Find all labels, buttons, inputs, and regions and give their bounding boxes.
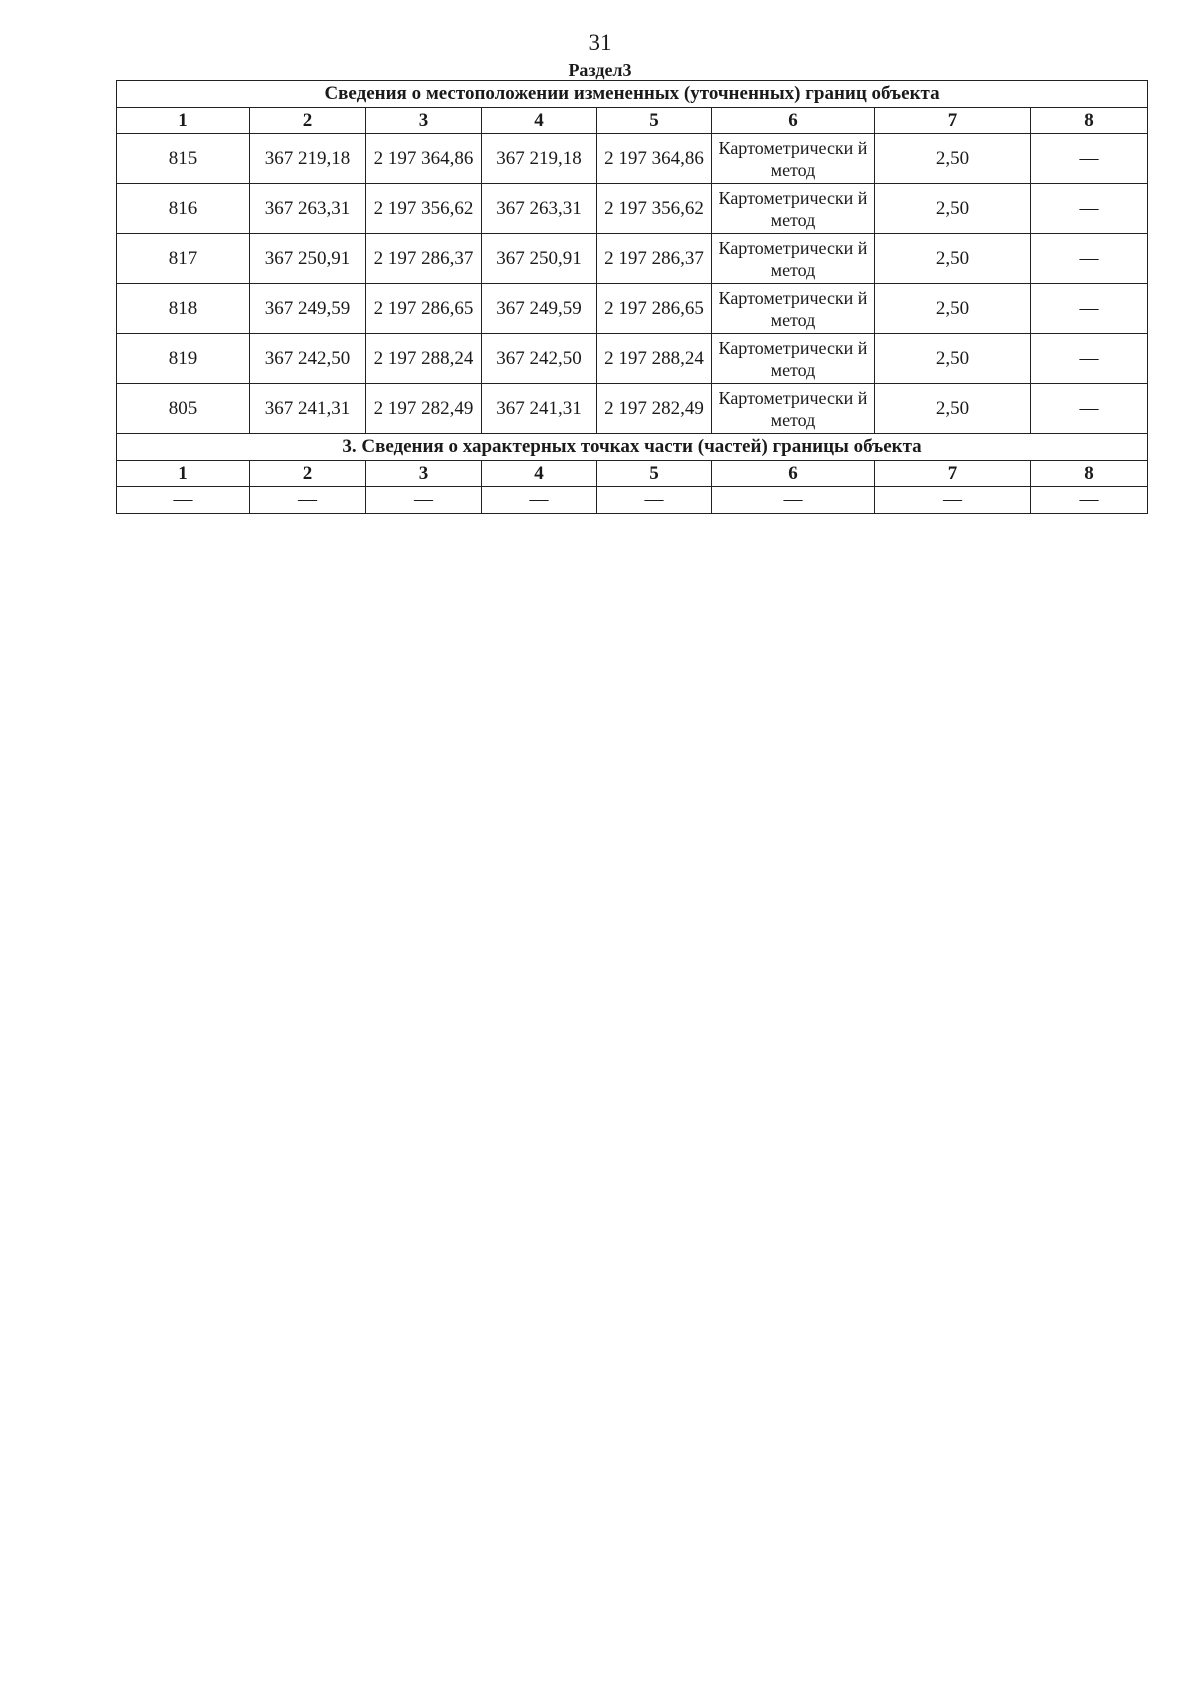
table-cell: Картометрически й метод <box>712 334 875 384</box>
table-cell: — <box>117 487 250 514</box>
table-cell: 367 250,91 <box>482 234 597 284</box>
table-row <box>117 284 1148 334</box>
table-cell: 2 197 288,24 <box>366 334 482 384</box>
table-cell: — <box>250 487 366 514</box>
table-cell: 816 <box>117 184 250 234</box>
part-table-title-cell: 3. Сведения о характерных точках части (частей) границы объекта <box>117 434 1148 461</box>
column-header: 1 <box>117 461 250 487</box>
table-cell: — <box>875 487 1031 514</box>
table-title-cell: Сведения о местоположении измененных (уточненных) границ объекта <box>117 81 1148 108</box>
table-cell: Картометрически й метод <box>712 134 875 184</box>
section-title: Раздел3 <box>568 60 632 80</box>
table-cell: 2 197 286,37 <box>597 234 712 284</box>
boundary-table <box>116 80 1148 514</box>
column-header: 1 <box>117 108 250 134</box>
table-cell: Картометрически й метод <box>712 384 875 434</box>
table-row <box>117 487 1148 514</box>
column-header: 8 <box>1031 108 1148 134</box>
table-row <box>117 384 1148 434</box>
table-cell: 2 197 282,49 <box>366 384 482 434</box>
column-header: 5 <box>597 108 712 134</box>
table-cell: 367 242,50 <box>250 334 366 384</box>
page-number: 31 <box>588 30 612 55</box>
table-cell: 819 <box>117 334 250 384</box>
column-header: 7 <box>875 461 1031 487</box>
column-header: 7 <box>875 108 1031 134</box>
table-cell: 367 219,18 <box>482 134 597 184</box>
table-cell: — <box>1031 284 1148 334</box>
table-cell: 367 219,18 <box>250 134 366 184</box>
table-cell: 2 197 356,62 <box>366 184 482 234</box>
table-cell: — <box>1031 184 1148 234</box>
column-header: 2 <box>250 108 366 134</box>
column-header: 3 <box>366 108 482 134</box>
table-cell: — <box>1031 487 1148 514</box>
table-cell: 2 197 356,62 <box>597 184 712 234</box>
table-title <box>117 81 1148 108</box>
table-cell: — <box>1031 234 1148 284</box>
table-cell: 805 <box>117 384 250 434</box>
table-row <box>117 334 1148 384</box>
column-header: 6 <box>712 108 875 134</box>
table-cell: 367 250,91 <box>250 234 366 284</box>
table-cell: — <box>1031 334 1148 384</box>
column-header: 8 <box>1031 461 1148 487</box>
table-cell: 2,50 <box>875 284 1031 334</box>
table-cell: 367 241,31 <box>250 384 366 434</box>
table-row <box>117 184 1148 234</box>
table-cell: 2 197 288,24 <box>597 334 712 384</box>
table-cell: — <box>366 487 482 514</box>
table-cell: 2 197 282,49 <box>597 384 712 434</box>
table-cell: Картометрически й метод <box>712 284 875 334</box>
table-cell: 2 197 286,37 <box>366 234 482 284</box>
table-cell: 2 197 286,65 <box>366 284 482 334</box>
column-header: 3 <box>366 461 482 487</box>
table-cell: — <box>597 487 712 514</box>
table-cell: 367 263,31 <box>250 184 366 234</box>
part-header-row <box>117 461 1148 487</box>
header-row <box>117 108 1148 134</box>
table-cell: 818 <box>117 284 250 334</box>
table-cell: — <box>1031 384 1148 434</box>
table-cell: Картометрически й метод <box>712 234 875 284</box>
table-cell: 817 <box>117 234 250 284</box>
table-cell: — <box>712 487 875 514</box>
table-cell: 2 197 364,86 <box>366 134 482 184</box>
table-cell: 367 242,50 <box>482 334 597 384</box>
table-cell: 815 <box>117 134 250 184</box>
table-cell: 367 249,59 <box>482 284 597 334</box>
column-header: 4 <box>482 108 597 134</box>
table-cell: — <box>482 487 597 514</box>
table-cell: 2,50 <box>875 134 1031 184</box>
table-cell: — <box>1031 134 1148 184</box>
column-header: 5 <box>597 461 712 487</box>
table-row <box>117 234 1148 284</box>
column-header: 6 <box>712 461 875 487</box>
table-cell: 2,50 <box>875 334 1031 384</box>
table-cell: Картометрически й метод <box>712 184 875 234</box>
table-cell: 367 249,59 <box>250 284 366 334</box>
table-cell: 367 241,31 <box>482 384 597 434</box>
table-cell: 2 197 364,86 <box>597 134 712 184</box>
table-cell: 2,50 <box>875 234 1031 284</box>
column-header: 4 <box>482 461 597 487</box>
table-row <box>117 134 1148 184</box>
part-table-title <box>117 434 1148 461</box>
table-cell: 2,50 <box>875 184 1031 234</box>
table-cell: 2 197 286,65 <box>597 284 712 334</box>
table-cell: 367 263,31 <box>482 184 597 234</box>
column-header: 2 <box>250 461 366 487</box>
table-cell: 2,50 <box>875 384 1031 434</box>
